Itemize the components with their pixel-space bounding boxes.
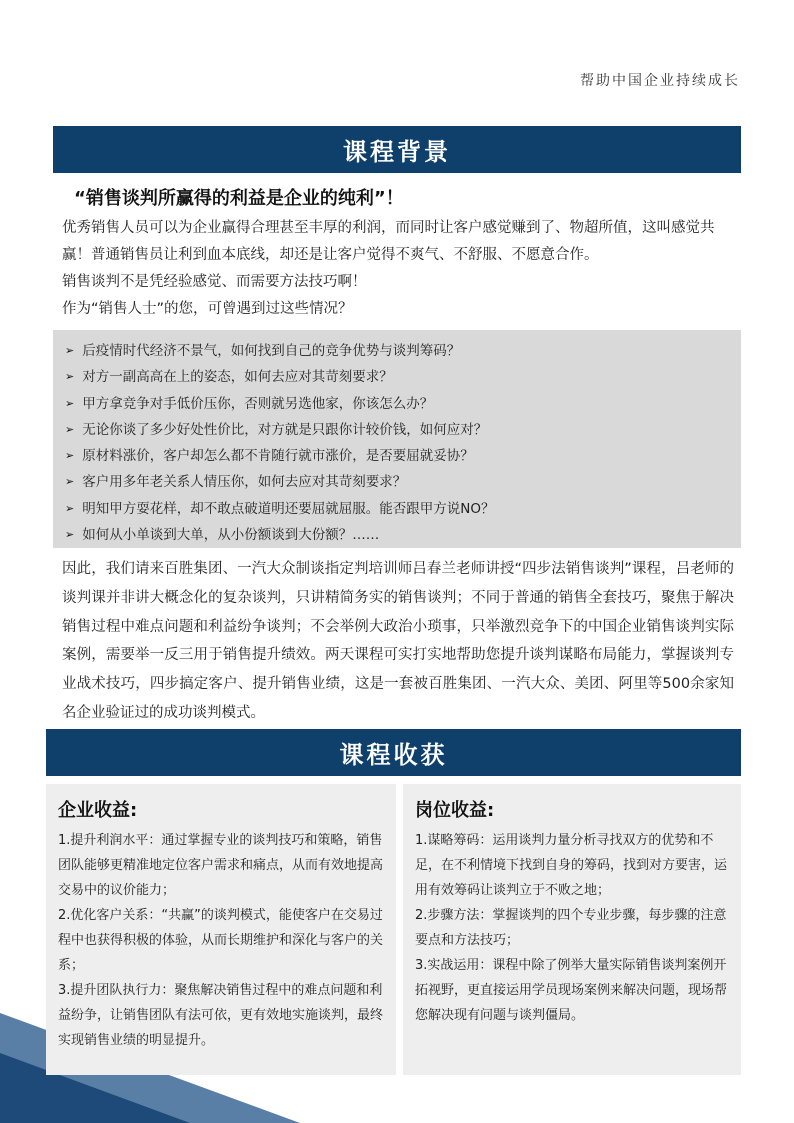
section-banner-background: 课程背景 [53, 126, 741, 173]
benefit-item: 3.实战运用：课程中除了例举大量实际销售谈判案例开拓视野，更直接运用学员现场案例来解决问题，现场帮您解决现有问题与谈判僵局。 [415, 958, 728, 1023]
question-text: 客户用多年老关系人情压你，如何去应对其苛刻要求？ [82, 474, 407, 491]
arrow-bullet-icon: ➢ [65, 370, 75, 384]
card-body [415, 828, 729, 1028]
arrow-bullet-icon: ➢ [65, 396, 75, 410]
question-text: 甲方拿竞争对手低价压你，否则就另选他家，你该怎么办？ [82, 395, 434, 412]
question-item [65, 391, 741, 417]
intro-paragraph: 作为“销售人士”的您，可曾遇到过这些情况？ [62, 301, 353, 317]
header-tagline: 帮助中国企业持续成长 [580, 73, 740, 89]
course-description: 因此，我们请来百胜集团、一汽大众制谈指定判培训师吕春兰老师讲授“四步法销售谈判”课程，吕老师的谈判课并非讲大概念化的复杂谈判，只讲精简务实的销售谈判；不同于普通的销售全套技巧，聚焦于解决销售过程中难点问题和利益纷争谈判；不会举例大政治小琐事，只举激烈竞争下的中国企业销售谈判实际案例，需要举一反三用于销售提升绩效。两天课程可实打实地帮助您提升谈判谋略布局能力，掌握谈判专业战术技巧，四步搞定客户、提升销售业绩，这是一套被百胜集团、一汽大众、美团、阿里等500余家知名企业验证过的成功谈判模式。 [62, 561, 734, 721]
intro-paragraph: 销售谈判不是凭经验感觉、而需要方法技巧啊！ [62, 274, 367, 290]
question-item [65, 443, 741, 469]
question-text: 后疫情时代经济不景气，如何找到自己的竞争优势与谈判筹码？ [82, 343, 461, 359]
arrow-bullet-icon: ➢ [65, 528, 75, 542]
enterprise-benefits-card [46, 784, 396, 1075]
card-body [58, 828, 384, 1053]
question-item [65, 338, 741, 364]
quote-heading: “销售谈判所赢得的利益是企业的纯利”！ [74, 188, 404, 209]
question-item [65, 522, 741, 548]
section-banner-outcomes: 课程收获 [46, 729, 741, 776]
intro-text [62, 215, 734, 323]
question-text: 对方一副高高在上的姿态，如何去应对其苛刻要求？ [82, 369, 393, 386]
question-list-box [53, 330, 741, 548]
question-text: 明知甲方耍花样，却不敢点破道明还要屈就屈服。能否跟甲方说NO？ [82, 500, 495, 517]
benefit-item: 3.提升团队执行力：聚焦解决销售过程中的难点问题和利益纷争，让销售团队有法可依，更有效地实施谈判，最终实现销售业绩的明显提升。 [58, 983, 384, 1048]
benefit-item: 2.优化客户关系：“共赢”的谈判模式，能使客户在交易过程中也获得积极的体验，从而长期维护和深化与客户的关系； [58, 908, 384, 973]
arrow-bullet-icon: ➢ [65, 449, 75, 463]
benefit-item: 1.提升利润水平：通过掌握专业的谈判技巧和策略，销售团队能够更精准地定位客户需求和痛点，从而有效地提高交易中的议价能力； [58, 833, 384, 898]
question-item [65, 496, 741, 522]
question-text: 无论你谈了多少好处性价比，对方就是只跟你计较价钱，如何应对？ [82, 421, 488, 438]
question-item [65, 364, 741, 390]
arrow-bullet-icon: ➢ [65, 422, 75, 436]
arrow-bullet-icon: ➢ [65, 501, 75, 515]
benefit-item: 1.谋略筹码：运用谈判力量分析寻找双方的优势和不足，在不利情境下找到自身的筹码，找到对方要害，运用有效筹码让谈判立于不败之地； [415, 833, 728, 898]
question-list [65, 338, 741, 548]
benefit-item: 2.步骤方法：掌握谈判的四个专业步骤，每步骤的注意要点和方法技巧； [415, 908, 727, 948]
question-item [65, 469, 741, 495]
position-benefits-card [403, 784, 741, 1075]
arrow-bullet-icon: ➢ [65, 475, 75, 489]
question-text: 如何从小单谈到大单，从小份额谈到大份额？…… [82, 527, 380, 544]
arrow-bullet-icon: ➢ [65, 344, 75, 357]
card-title: 企业收益: [58, 800, 138, 821]
intro-paragraph: 优秀销售人员可以为企业赢得合理甚至丰厚的利润，而同时让客户感觉赚到了、物超所值，这叫感觉共赢！普通销售员让利到血本底线，却还是让客户觉得不爽气、不舒服、不愿意合作。 [62, 220, 715, 263]
card-title: 岗位收益: [415, 800, 495, 821]
question-text: 原材料涨价，客户却怎么都不肯随行就市涨价，是否要屈就妥协？ [82, 448, 474, 465]
question-item [65, 417, 741, 443]
